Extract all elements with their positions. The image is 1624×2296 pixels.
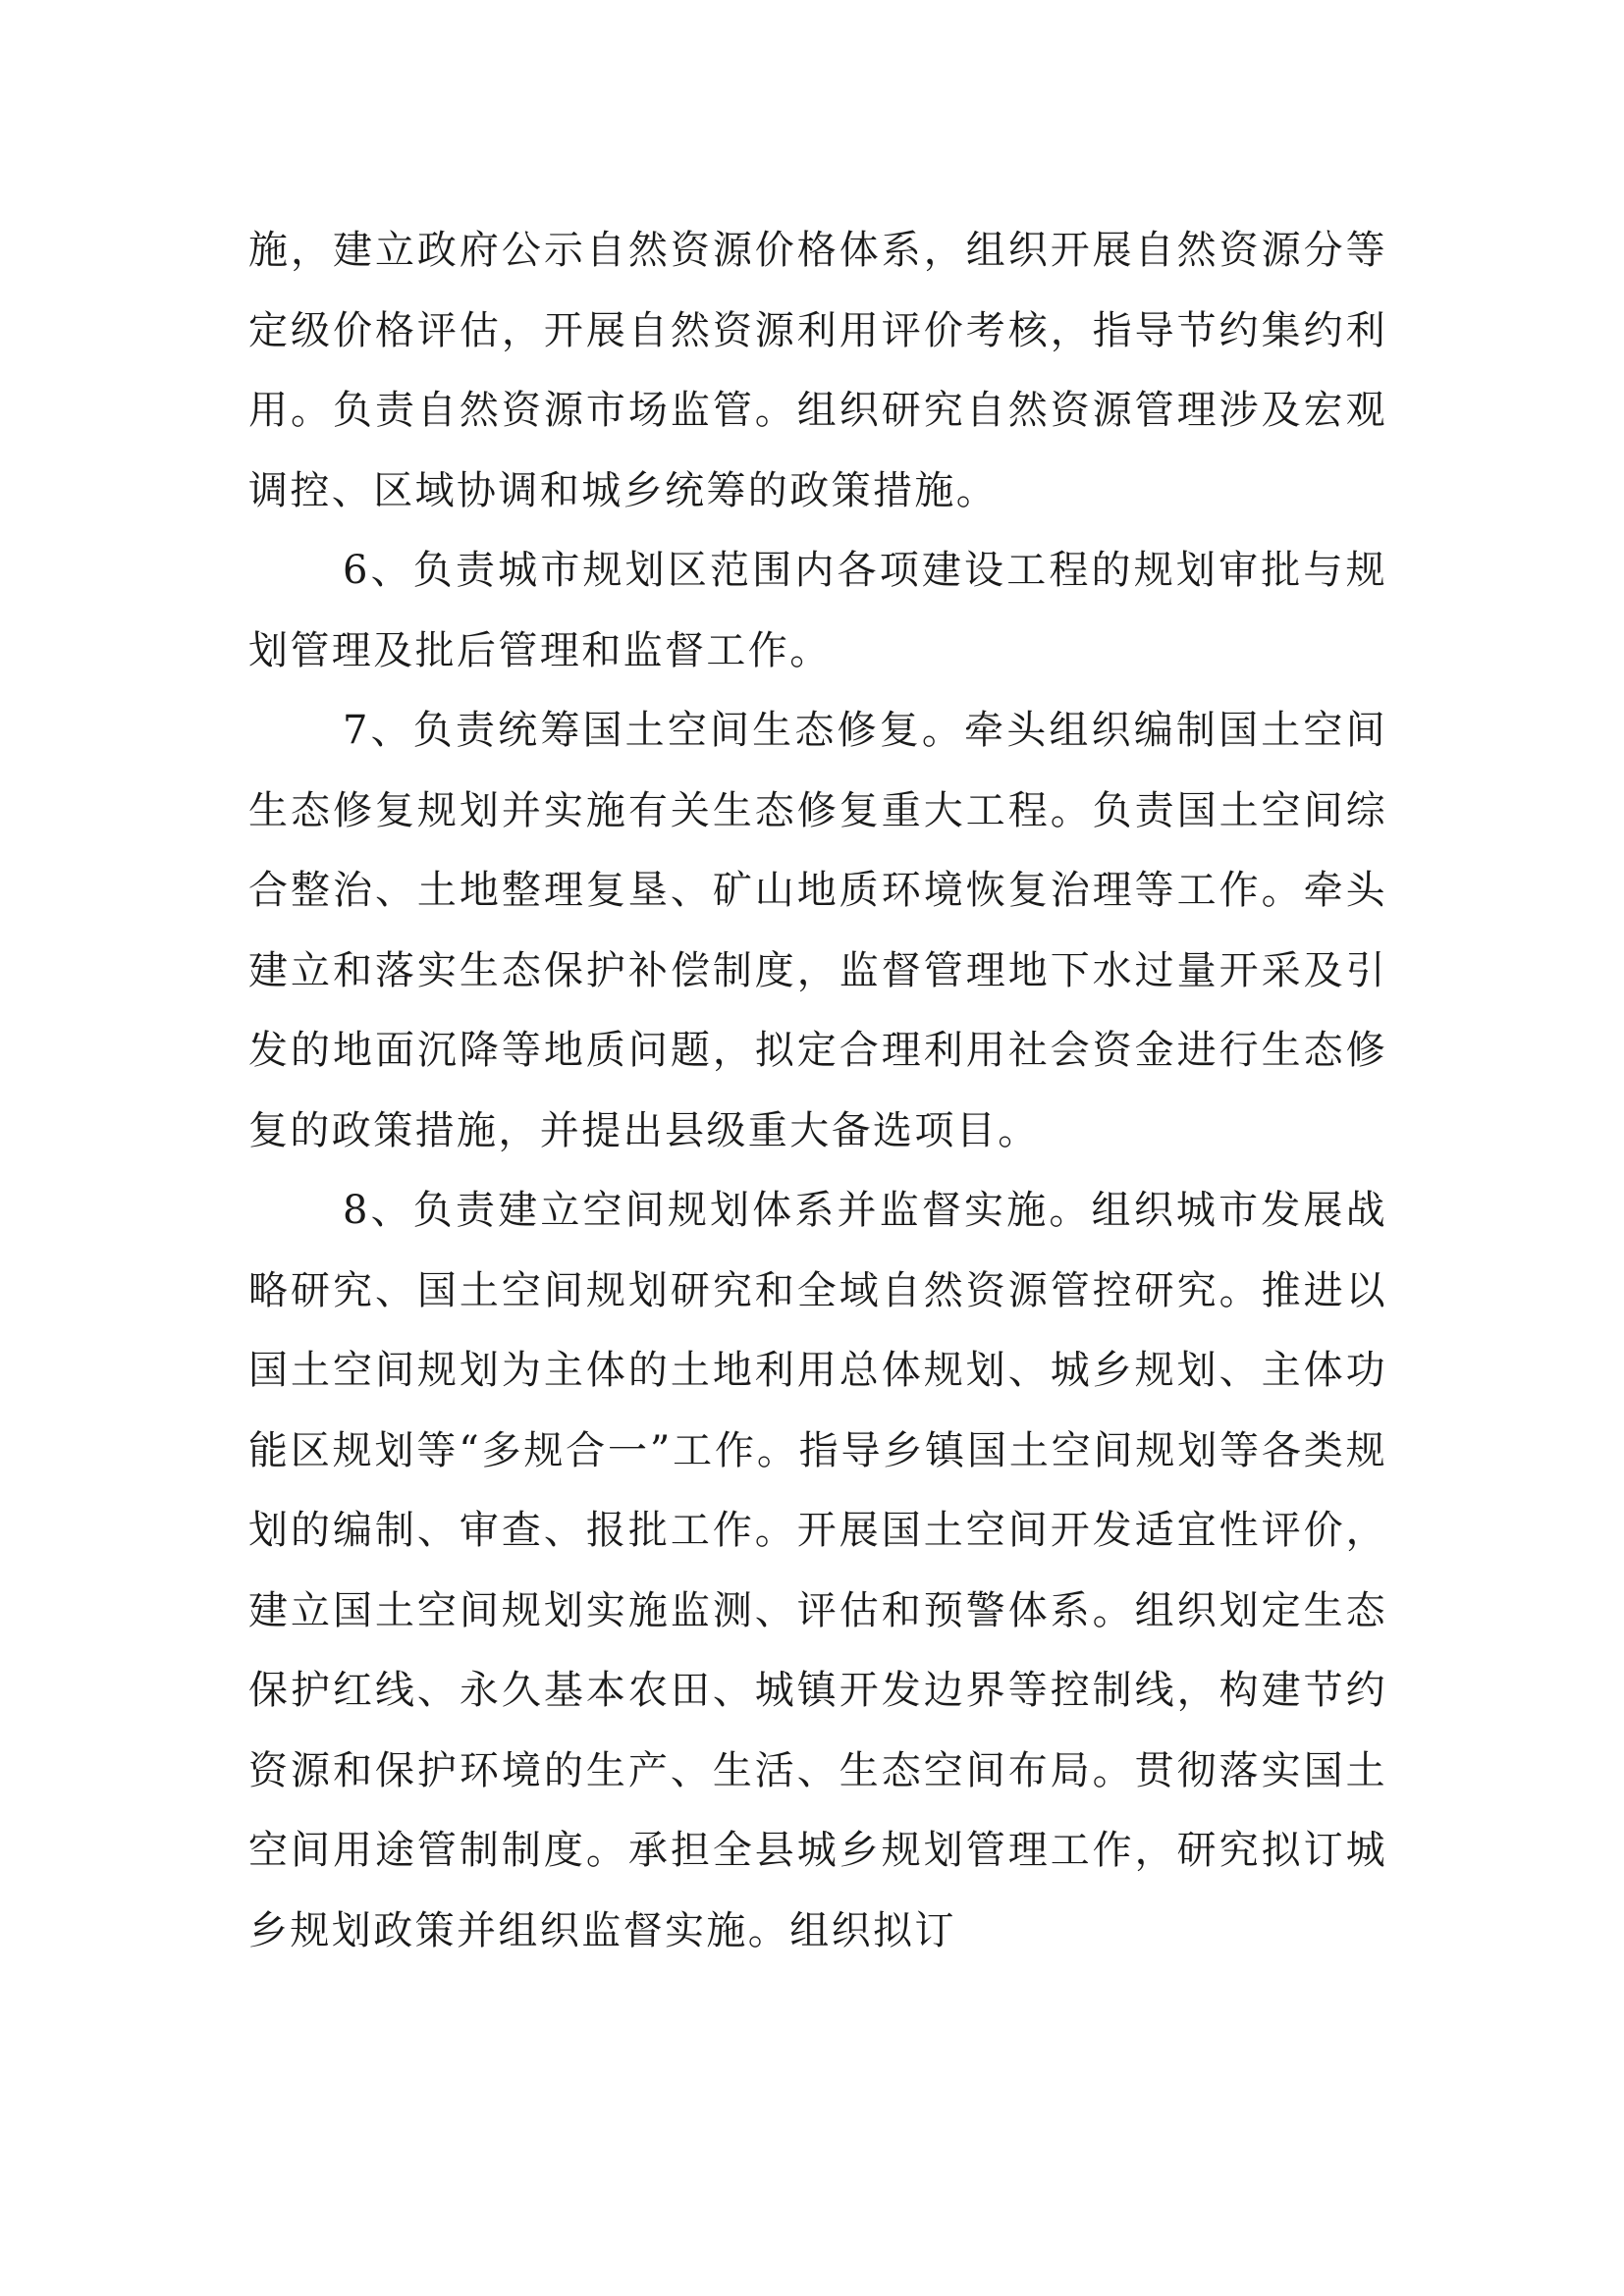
paragraph-item-6: 6、负责城市规划区范围内各项建设工程的规划审批与规划管理及批后管理和监督工作。 bbox=[248, 548, 1387, 673]
paragraph-continuation: 施，建立政府公示自然资源价格体系，组织开展自然资源分等定级价格评估，开展自然资源利用评价考核，指导节约集约利用。负责自然资源市场监管。组织研究自然资源管理涉及宏观调控、区域协调和城乡统筹的政策措施。 bbox=[248, 228, 1387, 513]
body-text bbox=[248, 211, 1387, 1971]
paragraph-item-7: 7、负责统筹国土空间生态修复。牵头组织编制国土空间生态修复规划并实施有关生态修复重大工程。负责国土空间综合整治、土地整理复垦、矿山地质环境恢复治理等工作。牵头建立和落实生态保护补偿制度，监督管理地下水过量开采及引发的地面沉降等地质问题，拟定合理利用社会资金进行生态修复的政策措施，并提出县级重大备选项目。 bbox=[248, 708, 1387, 1153]
paragraph-item-8: 8、负责建立空间规划体系并监督实施。组织城市发展战略研究、国土空间规划研究和全域自然资源管控研究。推进以国土空间规划为主体的土地利用总体规划、城乡规划、主体功能区规划等“多规合一”工作。指导乡镇国土空间规划等各类规划的编制、审查、报批工作。开展国土空间开发适宜性评价，建立国土空间规划实施监测、评估和预警体系。组织划定生态保护红线、永久基本农田、城镇开发边界等控制线，构建节约资源和保护环境的生产、生活、生态空间布局。贯彻落实国土空间用途管制制度。承担全县城乡规划管理工作，研究拟订城乡规划政策并组织监督实施。组织拟订 bbox=[248, 1188, 1387, 1953]
